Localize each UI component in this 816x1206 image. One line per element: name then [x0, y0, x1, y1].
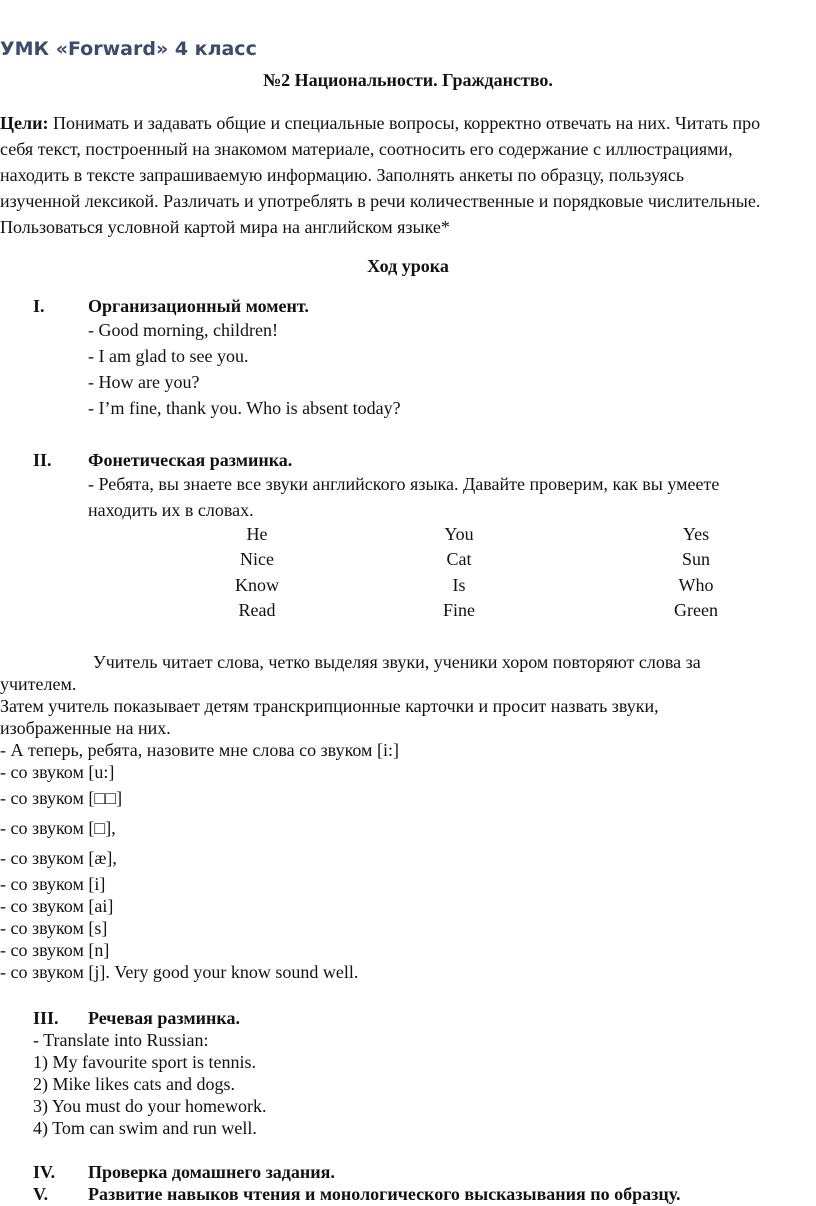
goals-line: себя текст, построенный на знакомом материале, соотносить его содержание с иллюстрациями,	[0, 139, 733, 159]
word-cell: Nice	[240, 549, 274, 569]
word-cell: Know	[235, 575, 279, 595]
sound-line: - со звуком [n]	[0, 940, 110, 960]
section-title: Организационный момент.	[88, 296, 309, 316]
teacher-note-line: Учитель читает слова, четко выделяя звуки, ученики хором повторяют слова за	[93, 652, 701, 672]
teacher-note-line: учителем.	[0, 674, 77, 694]
sound-line: - со звуком [□□]	[0, 788, 123, 808]
dialogue-line: - I’m fine, thank you. Who is absent today?	[88, 398, 401, 418]
exercise-line: 1) My favourite sport is tennis.	[33, 1052, 256, 1072]
word-cell: Is	[452, 575, 466, 595]
word-cell: He	[246, 524, 268, 544]
sound-line: - со звуком [æ],	[0, 848, 117, 868]
exercise-line: 2) Mike likes cats and dogs.	[33, 1074, 235, 1094]
section-number: II.	[33, 450, 52, 470]
goals-paragraph	[0, 110, 816, 240]
exercise-line: - Translate into Russian:	[33, 1030, 209, 1050]
goals-line: находить в тексте запрашиваемую информацию. Заполнять анкеты по образцу, пользуясь	[0, 165, 685, 185]
section-title: Развитие навыков чтения и монологического высказывания по образцу.	[88, 1184, 681, 1204]
lesson-topic-title: №2 Национальности. Гражданство.	[263, 70, 553, 90]
sound-line: - А теперь, ребята, назовите мне слова со звуком [i:]	[0, 740, 399, 760]
dialogue-line: - Good morning, children!	[88, 320, 278, 340]
exercise-line: 3) You must do your homework.	[33, 1096, 267, 1116]
section-number: I.	[33, 296, 45, 316]
section-title: Проверка домашнего задания.	[88, 1162, 335, 1182]
sound-line: - со звуком [□],	[0, 818, 116, 838]
word-cell: Read	[238, 600, 276, 620]
lesson-progress-heading: Ход урока	[367, 256, 449, 276]
textbook-header: УМК «Forward» 4 класс	[0, 38, 257, 60]
goals-label: Цели:	[0, 113, 49, 133]
word-cell: Who	[678, 575, 714, 595]
section-number: IV.	[33, 1162, 56, 1182]
sound-line: - со звуком [j]. Very good your know sound well.	[0, 962, 359, 982]
word-cell: Sun	[681, 549, 710, 569]
section-number: V.	[33, 1184, 49, 1204]
teacher-note-line: изображенные на них.	[0, 718, 171, 738]
section-number: III.	[33, 1008, 59, 1028]
goals-line: Пользоваться условной картой мира на английском языке*	[0, 217, 450, 237]
word-cell: Cat	[446, 549, 472, 569]
section-title: Фонетическая разминка.	[88, 450, 293, 470]
sound-line: - со звуком [i]	[0, 874, 106, 894]
word-cell: Yes	[682, 524, 710, 544]
exercise-line: 4) Tom can swim and run well.	[33, 1118, 257, 1138]
goals-line: Понимать и задавать общие и специальные вопросы, корректно отвечать на них. Читать про	[48, 113, 761, 133]
goals-line: изученной лексикой. Различать и употреблять в речи количественные и порядковые числительные.	[0, 191, 761, 211]
dialogue-line: - I am glad to see you.	[88, 346, 249, 366]
word-cell: You	[444, 524, 474, 544]
instruction-line: - Ребята, вы знаете все звуки английского языка. Давайте проверим, как вы умеете	[88, 474, 720, 494]
word-cell: Fine	[442, 600, 475, 620]
sound-line: - со звуком [s]	[0, 918, 108, 938]
word-cell: Green	[674, 600, 718, 620]
sound-line: - со звуком [ai]	[0, 896, 114, 916]
sound-line: - со звуком [u:]	[0, 762, 115, 782]
instruction-line: находить их в словах.	[88, 500, 254, 520]
teacher-note-line: Затем учитель показывает детям транскрипционные карточки и просит назвать звуки,	[0, 696, 659, 716]
dialogue-line: - How are you?	[88, 372, 200, 392]
section-title: Речевая разминка.	[88, 1008, 240, 1028]
